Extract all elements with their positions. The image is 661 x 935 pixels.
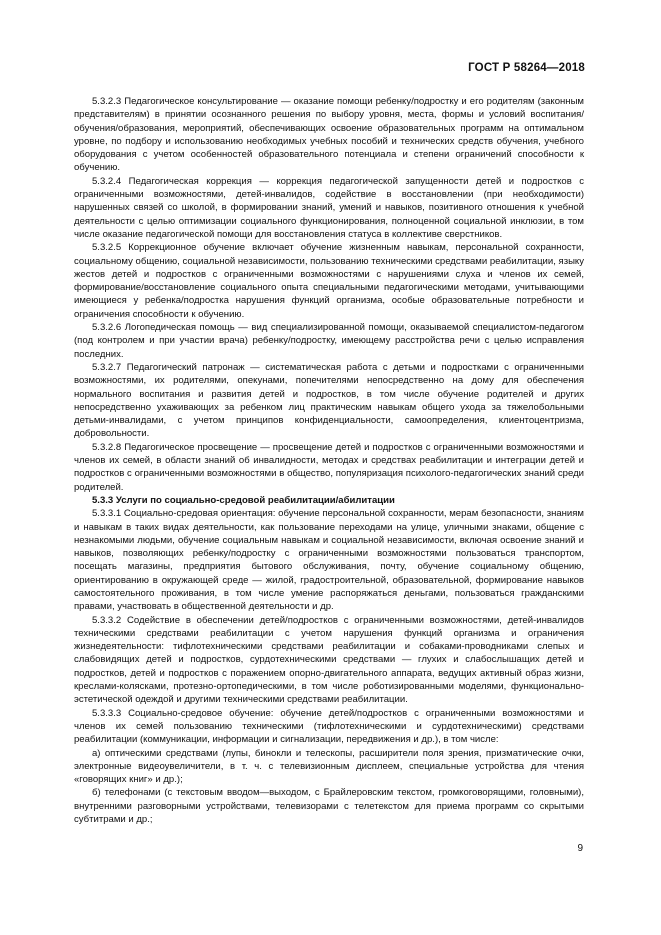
paragraph-5-3-2-3: 5.3.2.3 Педагогическое консультирование — оказание помощи ребенку/подростку и его родителям (законным представителям) в принятии осознанного решения по выбору уровня, места, формы и условий воспитания/обучения/образования, мероприятий, обеспечивающих освоение образовательных программ на оптимальном уровне, по подбору и использованию необходимых учебных пособий и технических средств обучения, учебного оборудования с учетом особенностей образовательного потенциала и степени ограничений способности к обучению. (74, 96, 584, 174)
paragraph-5-3-3-3: 5.3.3.3 Социально-средовое обучение: обучение детей/подростков с ограниченными возможностями и членов их семей пользованию техническими (тифлотехническими и сурдотехническими) средствами реабилитации (коммуникации, информации и сигнализации, передвижения и др.), в том числе: (74, 707, 584, 746)
list-item-b: б) телефонами (с текстовым вводом—выходом, с Брайлеровским текстом, громкоговорящими, головными), внутренними разговорными устройствами, телевизорами с телетекстом для приема программ со скрытыми субтитрами и др.; (74, 787, 584, 826)
list-item-a: а) оптическими средствами (лупы, бинокли и телескопы, расширители поля зрения, призматические очки, электронные видеоувеличители, в т. ч. с телевизионным дисплеем, специальные устройства для чтения «говорящих книг» и др.); (74, 747, 584, 786)
document-body (74, 95, 584, 826)
paragraph-5-3-2-8: 5.3.2.8 Педагогическое просвещение — просвещение детей и подростков с ограниченными возможностями и членов их семей, в области знаний об инвалидности, методах и средствах реабилитации и интеграции детей и подростков с ограниченными возможностями в общество, популяризация психолого-педагогических знаний среди родителей. (74, 441, 584, 493)
paragraph-5-3-2-7: 5.3.2.7 Педагогический патронаж — систематическая работа с детьми и подростками с ограниченными возможностями, их родителями, опекунами, попечителями непосредственно на дому для обеспечения нормального воспитания и развития детей и подростков, в том числе обучение родителей и других непосредственно ухаживающих за ребенком лиц практическим навыкам общего ухода за тяжелобольными детьми-инвалидами, с учетом принципов конфиденциальности, самоопределения, клиентоцентризма, добровольности. (74, 361, 584, 440)
paragraph-5-3-2-5: 5.3.2.5 Коррекционное обучение включает обучение жизненным навыкам, персональной сохранности, социальному общению, социальной независимости, пользованию техническими средствами реабилитации, языку жестов детей и подростков с ограниченными возможностями с нарушениями слуха и членов их семей, формирование/восстановление социального опыта специальными педагогическими методами, учитывающими имеющиеся у ребенка/подростка нарушения функций организма, особые образовательные потребности и ограничения способности к обучению. (74, 242, 584, 320)
paragraph-5-3-3-1: 5.3.3.1 Социально-средовая ориентация: обучение персональной сохранности, мерам безопасности, знаниям и навыкам в таких видах деятельности, как пользование переходами на улице, уличными знаками, общение с незнакомыми людьми, обучение социальным навыкам и социальной независимости, включая освоение знаний и навыков, позволяющих ребенку/подростку с ограниченными возможностями пользоваться транспортом, посещать магазины, предприятия бытового обслуживания, почту, обучение социальному общению, ориентированию в окружающей среде — жилой, градостроительной, образовательной, формирование навыков самостоятельного проживания, в том числе умение распоряжаться деньгами, пользоваться гражданскими правами, участвовать в общественной деятельности и др. (74, 508, 584, 613)
paragraph-5-3-2-6: 5.3.2.6 Логопедическая помощь — вид специализированной помощи, оказываемой специалистом-педагогом (под контролем и при участии врача) ребенку/подростку, имеющему расстройства речи с целью исправления последних. (74, 322, 584, 360)
standard-header: ГОСТ Р 58264—2018 (468, 62, 585, 74)
paragraph-5-3-3-2: 5.3.3.2 Содействие в обеспечении детей/подростков с ограниченными возможностями, детей-инвалидов техническими средствами реабилитации с учетом нарушения функций организма и ограничения жизнедеятельности: тифлотехническими средствами реабилитации и собаками-проводниками слепых и слабовидящих детей и подростков, сурдотехническими средствами — глухих и слабослышащих детей и подростков, детей и подростков с поражением опорно-двигательного аппарата, ведущих активный образ жизни, креслами-колясками, протезно-ортопедическими, в том числе роботизированными моделями, функционально-эстетической одеждой и другими техническими средствами реабилитации. (74, 614, 584, 706)
paragraph-5-3-2-4: 5.3.2.4 Педагогическая коррекция — коррекция педагогической запущенности детей и подростков с ограниченными возможностями, детей-инвалидов, содействие в восстановлении (при необходимости) нарушенных связей со школой, в формировании знаний, умений и навыков, позитивного отношения к учебной деятельности с целью оптимизации социального функционирования, полноценной социальной инклюзии, в том числе оказание педагогической помощи для восстановления статуса в коллективе сверстников. (74, 175, 584, 240)
page-number: 9 (577, 843, 583, 854)
section-heading-5-3-3: 5.3.3 Услуги по социально-средовой реабилитации/абилитации (92, 494, 395, 506)
